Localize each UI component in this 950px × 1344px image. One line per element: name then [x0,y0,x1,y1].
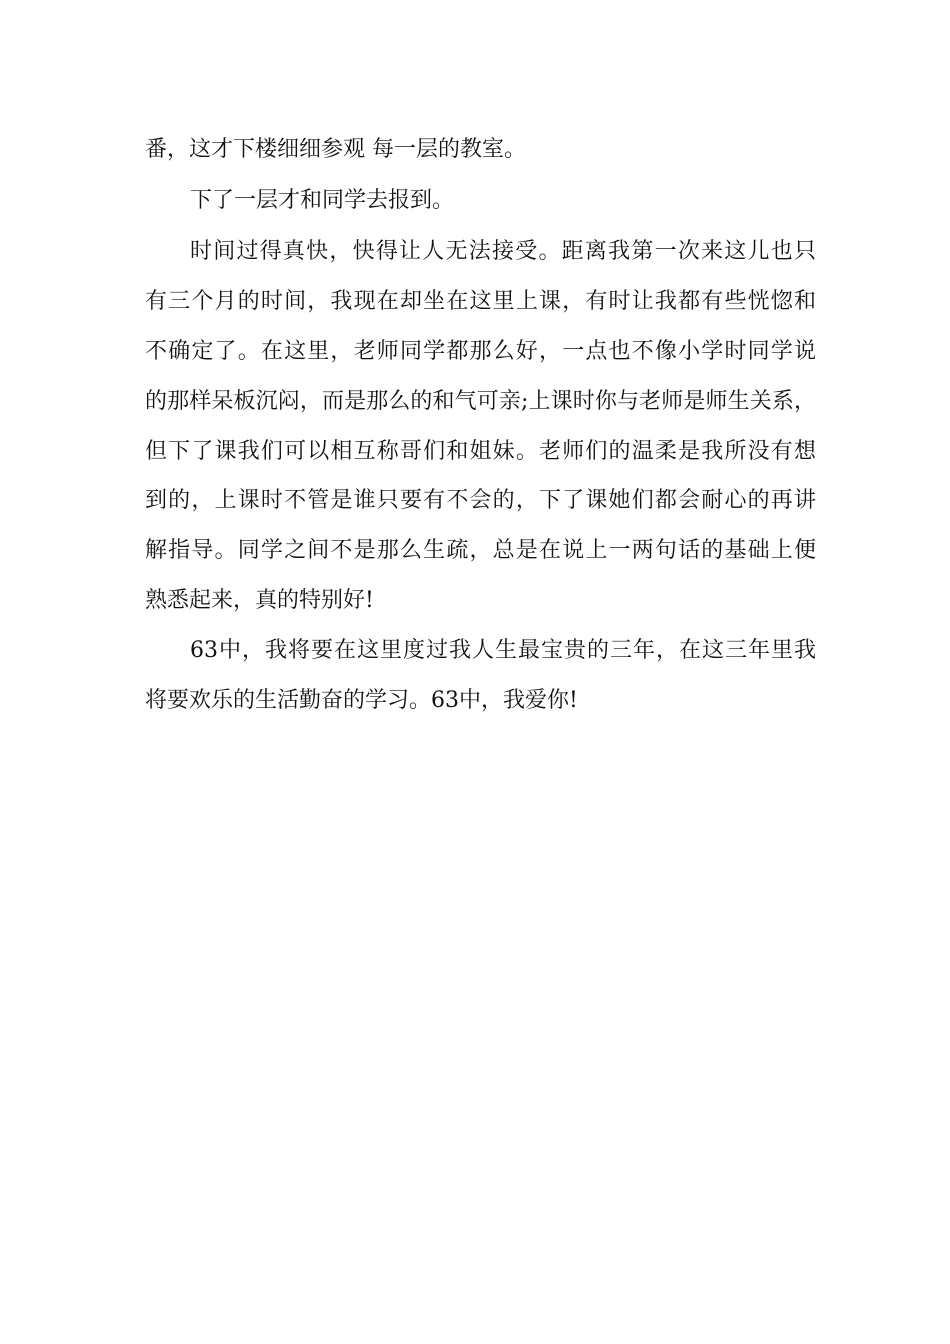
paragraph-line: 63中，我将要在这里度过我人生最宝贵的三年，在这三年里我 [190,638,816,663]
paragraph-line: 不确定了。在这里，老师同学都那么好，一点也不像小学时同学说 [145,339,816,364]
paragraph-line: 时间过得真快，快得让人无法接受。距离我第一次来这儿也只 [190,239,816,264]
paragraph-line: 将要欢乐的生活勤奋的学习。63中，我爱你! [145,688,578,713]
paragraph-line: 解指导。同学之间不是那么生疏，总是在说上一两句话的基础上便 [145,538,816,563]
paragraph-line: 到的，上课时不管是谁只要有不会的，下了课她们都会耐心的再讲 [145,488,816,513]
paragraph-line: 的那样呆板沉闷，而是那么的和气可亲;上课时你与老师是师生关系， [145,389,816,414]
paragraph-line: 下了一层才和同学去报到。 [190,188,455,213]
paragraph-line: 熟悉起来，真的特别好! [145,588,374,613]
paragraph-continuation-line: 番，这才下楼细细参观 每一层的教室。 [145,137,526,162]
paragraph-line: 有三个月的时间，我现在却坐在这里上课，有时让我都有些恍惚和 [145,289,816,314]
paragraph-line: 但下了课我们可以相互称哥们和姐妹。老师们的温柔是我所没有想 [145,439,816,464]
